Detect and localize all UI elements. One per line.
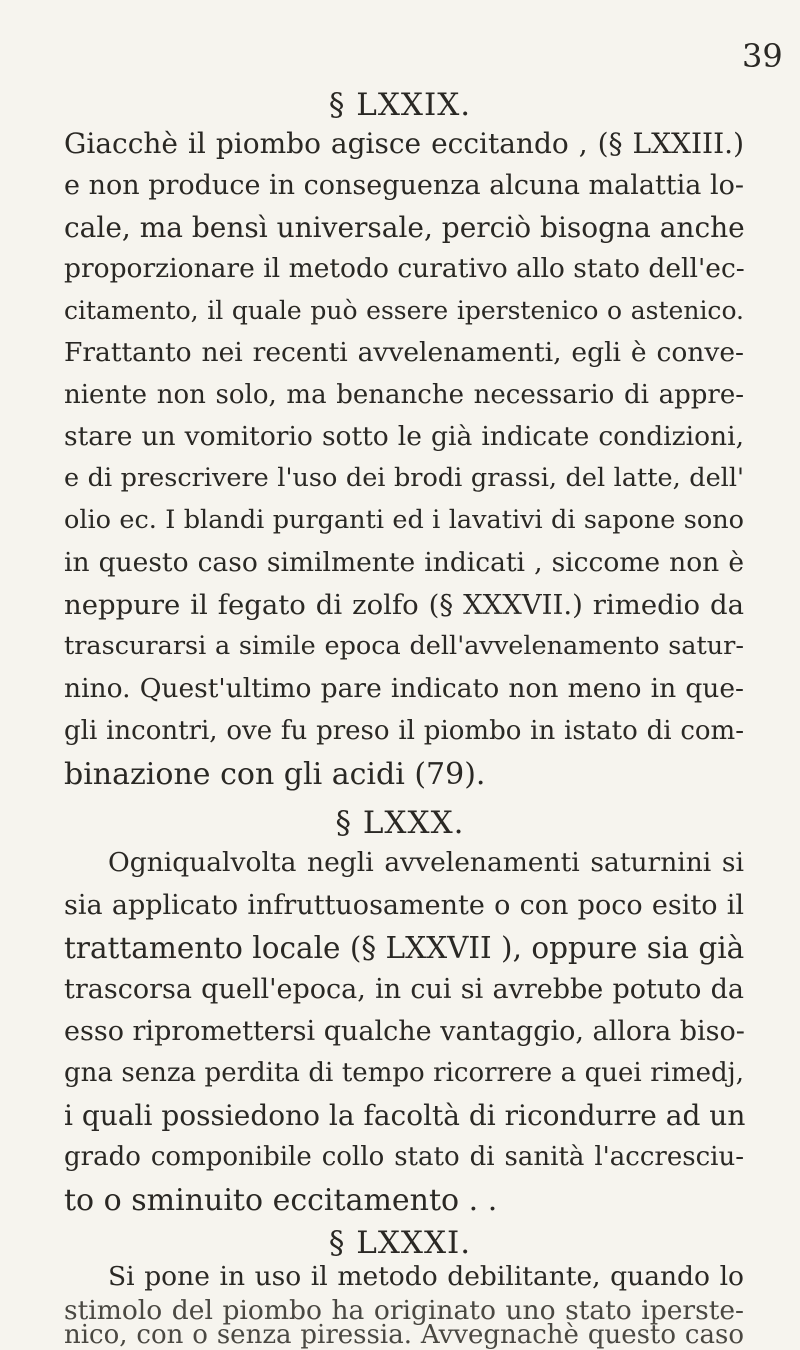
text-line: in questo caso similmente indicati , siccome non è	[64, 547, 744, 578]
text-line: stimolo del piombo ha originato uno stato iperste-	[64, 1295, 744, 1326]
text-line: Ogniqualvolta negli avvelenamenti saturnini si	[108, 847, 744, 878]
text-line: Si pone in uso il metodo debilitante, quando lo	[108, 1261, 744, 1292]
text-line: e non produce in conseguenza alcuna malattia lo-	[64, 170, 744, 201]
text-line: trattamento locale (§ LXXVII ), oppure sia già	[64, 931, 745, 965]
text-line: trascorsa quell'epoca, in cui si avrebbe potuto da	[64, 974, 744, 1005]
text-line: Giacchè il piombo agisce eccitando , (§ LXXIII.)	[64, 127, 744, 160]
text-line: gna senza perdita di tempo ricorrere a quei rimedj,	[64, 1058, 744, 1088]
text-line: cale, ma bensì universale, perciò bisogna anche	[64, 211, 745, 244]
text-line: gli incontri, ove fu preso il piombo in istato di com-	[64, 716, 744, 746]
section-heading: § LXXX.	[335, 805, 465, 841]
text-line: e di prescrivere l'uso dei brodi grassi, del latte, dell'	[64, 463, 744, 493]
text-line: to o sminuito eccitamento . .	[64, 1183, 498, 1218]
section-heading: § LXXXI.	[328, 1225, 472, 1261]
text-line: nino. Quest'ultimo pare indicato non meno in que-	[64, 673, 744, 704]
text-line: nico, con o senza piressia. Avvegnachè questo caso	[64, 1320, 744, 1350]
text-line: citamento, il quale può essere iperstenico o astenico.	[64, 296, 744, 325]
text-line: trascurarsi a simile epoca dell'avvelenamento satur-	[64, 631, 744, 661]
text-line: stare un vomitorio sotto le già indicate condizioni,	[64, 421, 744, 452]
text-line: esso ripromettersi qualche vantaggio, allora biso-	[64, 1016, 745, 1047]
text-line: grado componibile collo stato di sanità l'accresciu-	[64, 1142, 744, 1172]
text-line: proporzionare il metodo curativo allo stato dell'ec-	[64, 253, 745, 284]
page-number: 39	[742, 37, 783, 75]
text-line: neppure il fegato di zolfo (§ XXXVII.) rimedio da	[64, 589, 744, 621]
text-line: Frattanto nei recenti avvelenamenti, egli è conve-	[64, 337, 744, 368]
text-line: niente non solo, ma benanche necessario di appre-	[64, 380, 744, 410]
text-line: olio ec. I blandi purganti ed i lavativi di sapone sono	[64, 505, 744, 535]
text-line: binazione con gli acidi (79).	[64, 757, 486, 792]
section-heading: § LXXIX.	[328, 87, 472, 123]
text-line: i quali possiedono la facoltà di ricondurre ad un	[64, 1099, 746, 1132]
text-line: sia applicato infruttuosamente o con poco esito il	[64, 890, 744, 921]
